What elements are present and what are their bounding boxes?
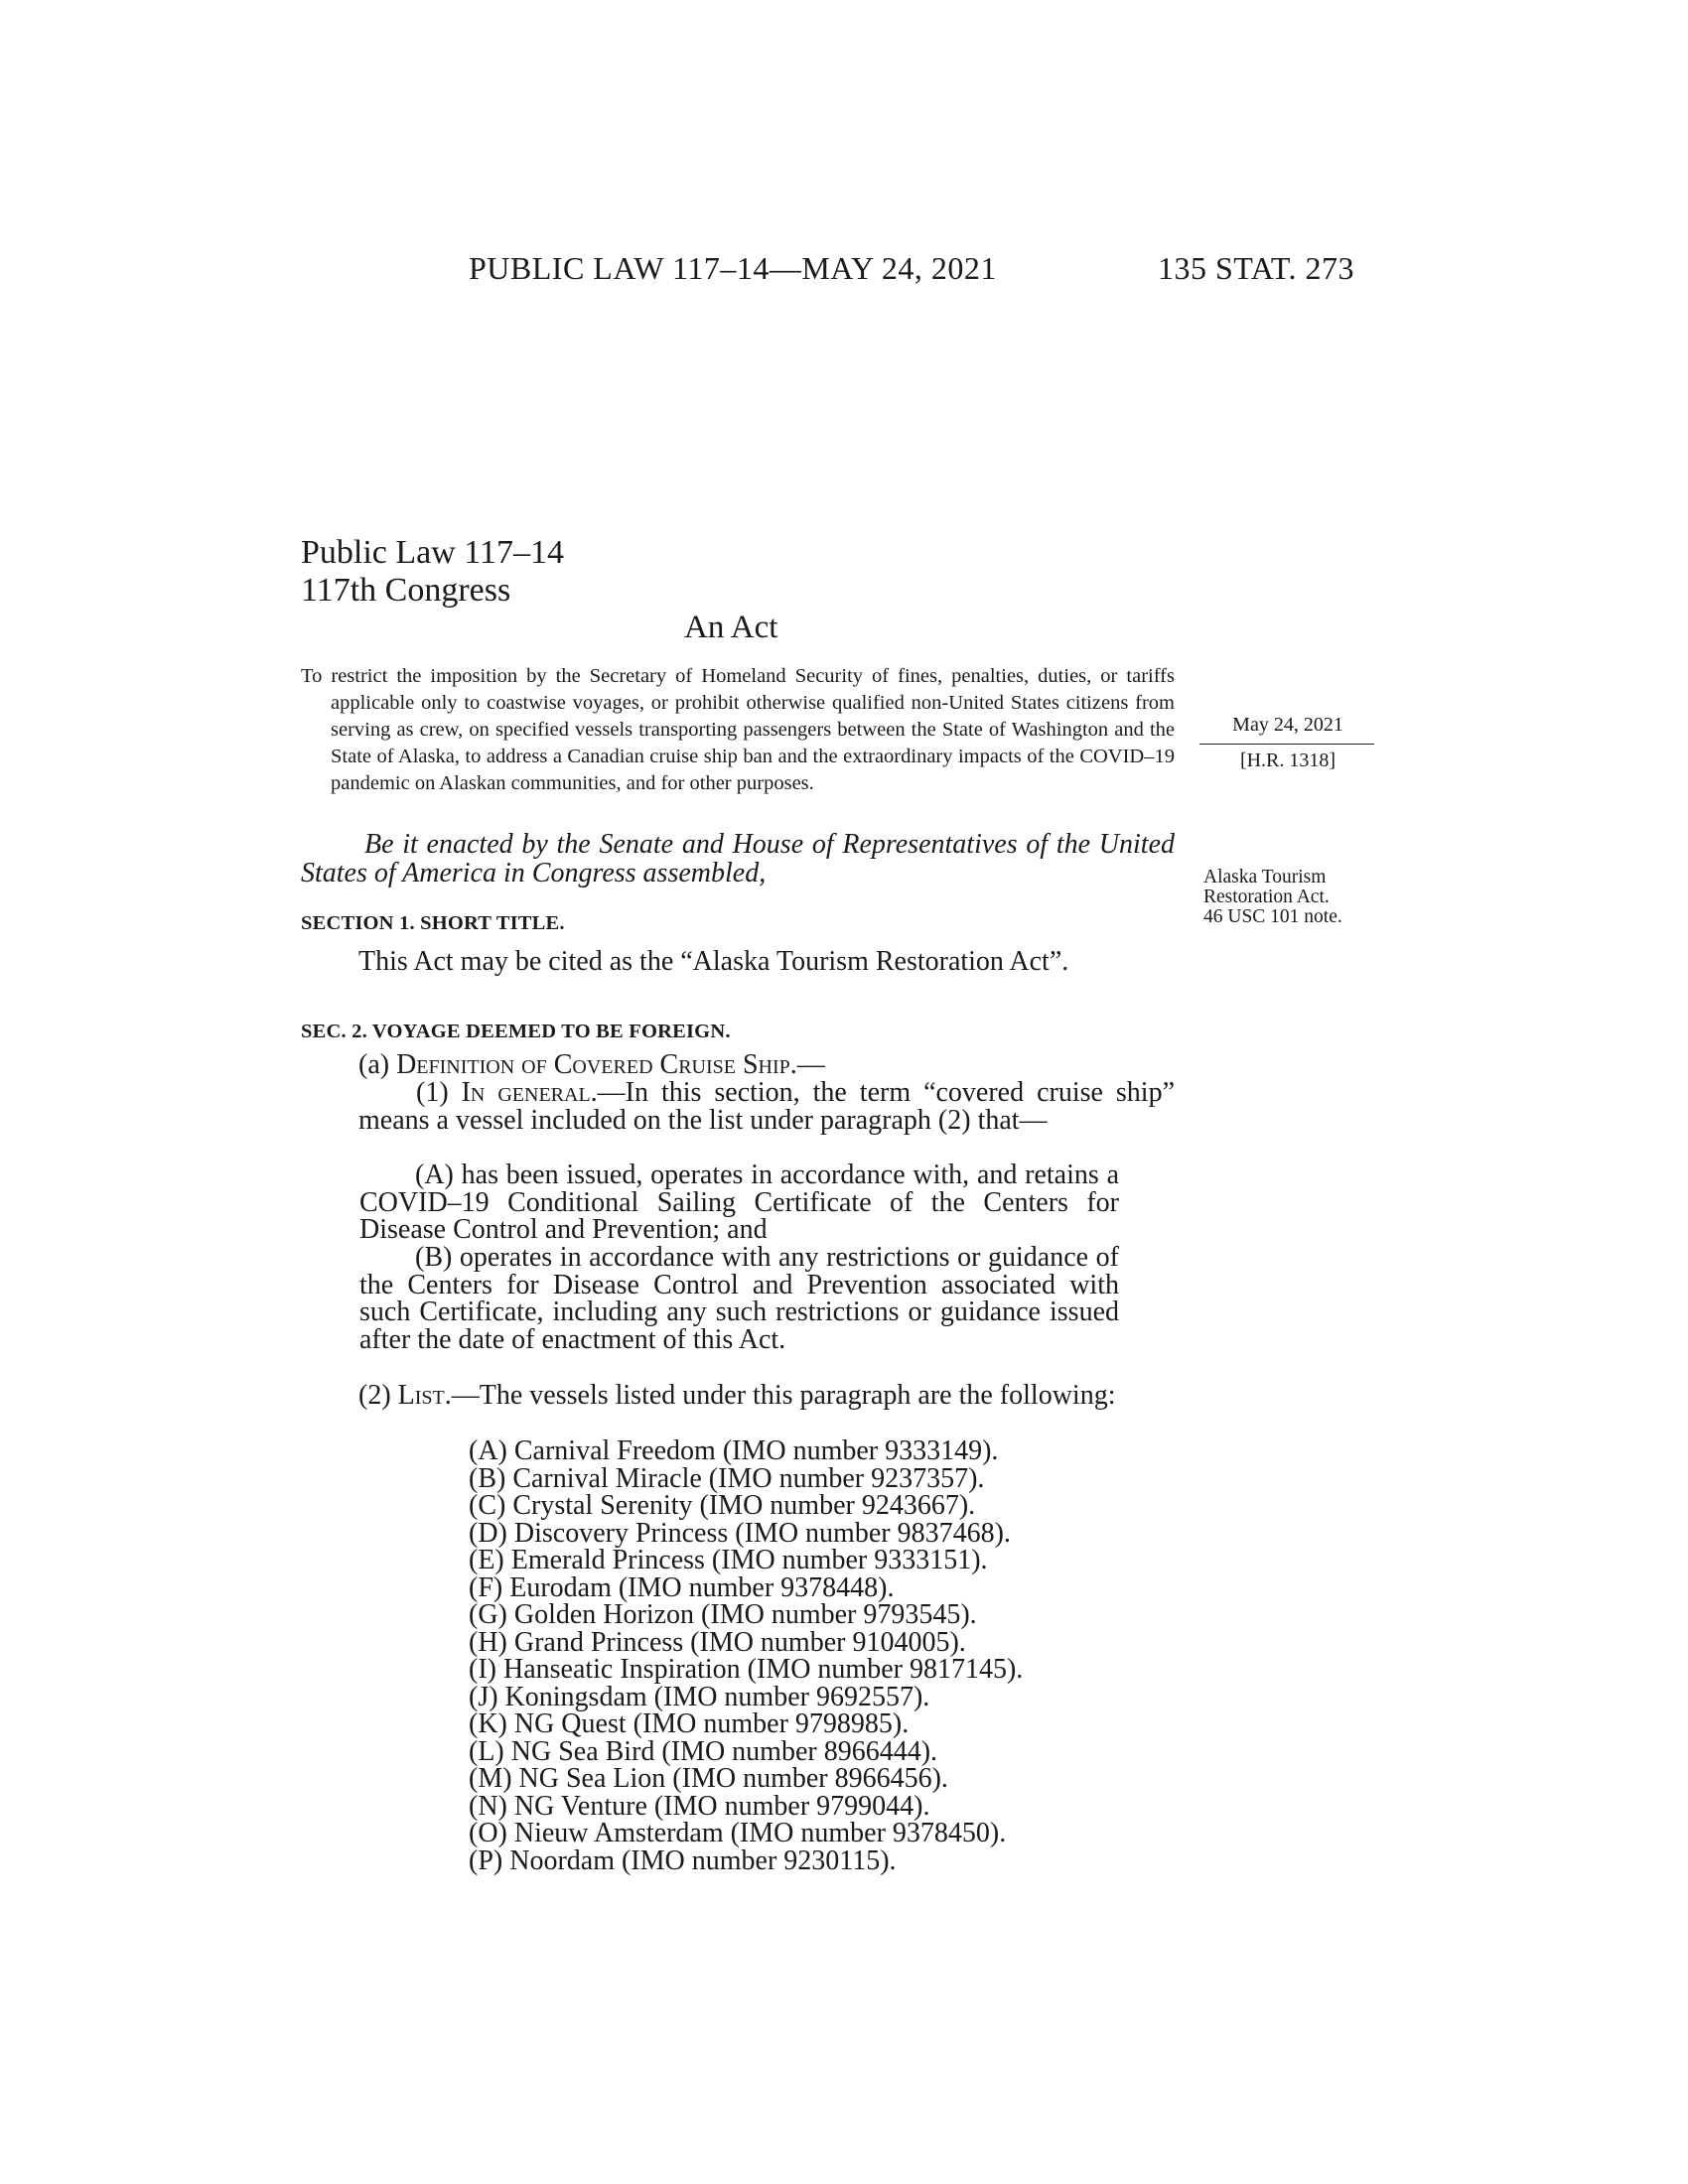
vessel-list-item: (J) Koningsdam (IMO number 9692557).: [469, 1681, 930, 1712]
section-1-heading: SECTION 1. SHORT TITLE.: [301, 912, 565, 934]
vessel-list-item: (E) Emerald Princess (IMO number 9333151).: [469, 1545, 988, 1575]
vessel-list-item: (I) Hanseatic Inspiration (IMO number 9817145).: [469, 1654, 1024, 1685]
subsection-a-label: (a): [358, 1049, 397, 1080]
vessel-list-item: (N) NG Venture (IMO number 9799044).: [469, 1790, 930, 1822]
margin-bill-number: [H.R. 1318]: [1239, 750, 1336, 771]
congress-number: 117th Congress: [301, 572, 511, 609]
subsection-a-heading: [358, 1051, 1175, 1079]
margin-note-line: Restoration Act.: [1203, 887, 1330, 907]
enacting-clause: Be it enacted by the Senate and House of Representatives of the United States of America in Congress assembled,: [301, 829, 1175, 888]
subsection-a-dash: .—: [789, 1049, 825, 1080]
purpose-statement: To restrict the imposition by the Secretary of Homeland Security of fines, penalties, duties, or tariffs applicable only to coastwise voyages, or prohibit otherwise qualified non-United States citizens from serving as crew, on specified vessels transporting passengers between the State of Washington and the State of Alaska, to address a Canadian cruise ship ban and the extraordinary impacts of the COVID–19 pandemic on Alaskan communities, and for other purposes.: [301, 665, 1175, 794]
margin-enactment-date: May 24, 2021: [1232, 714, 1343, 736]
act-title: An Act: [684, 610, 778, 645]
vessel-list-item: (L) NG Sea Bird (IMO number 8966444).: [469, 1735, 938, 1767]
running-head: PUBLIC LAW 117–14—MAY 24, 2021: [469, 250, 997, 286]
margin-note-short-title: [1203, 868, 1342, 927]
vessel-list-item: (P) Noordam (IMO number 9230115).: [469, 1844, 897, 1876]
vessel-list-item: (C) Crystal Serenity (IMO number 9243667).: [469, 1490, 976, 1521]
subparagraph-b: (B) operates in accordance with any restrictions or guidance of the Centers for Disease Control and Prevention associated with such Certificate, including any such restrictions or guidance issued after the date of enactment of this Act.: [359, 1242, 1119, 1355]
statute-page-number: 135 STAT. 273: [1158, 250, 1355, 286]
vessel-list-item: (B) Carnival Miracle (IMO number 9237357).: [469, 1462, 985, 1494]
paragraph-2-text: .—The vessels listed under this paragraph are the following:: [444, 1380, 1116, 1411]
vessel-list-item: (F) Eurodam (IMO number 9378448).: [469, 1571, 895, 1603]
paragraph-1-text: .—In this section, the term “covered cruise ship” means a vessel included on the list under paragraph (2) that—: [358, 1077, 1175, 1136]
section-1-text: This Act may be cited as the “Alaska Tourism Restoration Act”.: [358, 946, 1069, 977]
paragraph-1: [301, 1079, 1175, 1134]
paragraph-2: [301, 1382, 1117, 1410]
paragraph-2-label: (2): [358, 1380, 398, 1411]
vessel-list-item: (D) Discovery Princess (IMO number 9837468).: [469, 1517, 1011, 1549]
vessel-list-item: (M) NG Sea Lion (IMO number 8966456).: [469, 1763, 948, 1794]
vessel-list-item: (G) Golden Horizon (IMO number 9793545).: [469, 1599, 977, 1630]
vessel-list-item: (H) Grand Princess (IMO number 9104005).: [469, 1626, 966, 1658]
paragraph-1-label: (1): [416, 1077, 462, 1108]
margin-note-line: 46 USC 101 note.: [1203, 906, 1342, 927]
margin-rule: [1199, 744, 1374, 745]
paragraph-1-title: In general: [461, 1077, 591, 1108]
paragraph-2-title: List: [397, 1380, 445, 1411]
section-2-heading: SEC. 2. VOYAGE DEEMED TO BE FOREIGN.: [301, 1021, 731, 1042]
vessel-list: [469, 1437, 1023, 1874]
law-identification: [301, 534, 564, 610]
vessel-list-item: (O) Nieuw Amsterdam (IMO number 9378450).: [469, 1818, 1007, 1848]
margin-note-line: Alaska Tourism: [1203, 867, 1327, 887]
vessel-list-item: (A) Carnival Freedom (IMO number 9333149).: [469, 1435, 999, 1466]
vessel-list-item: (K) NG Quest (IMO number 9798985).: [469, 1708, 910, 1739]
subsection-a-title: Definition of Covered Cruise Ship: [396, 1049, 790, 1080]
subparagraph-a: (A) has been issued, operates in accordance with, and retains a COVID–19 Conditional Sailing Certificate of the Centers for Disease Control and Prevention; and: [359, 1160, 1119, 1245]
public-law-number: Public Law 117–14: [301, 534, 565, 571]
